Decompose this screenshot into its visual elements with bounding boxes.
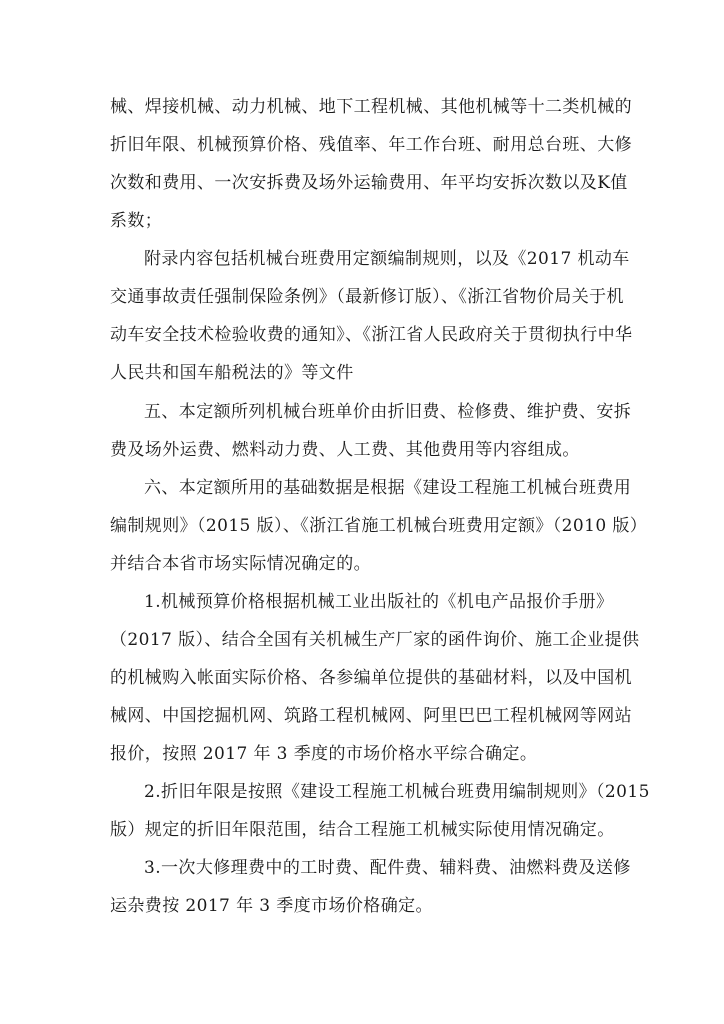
text-line: 人民共和国车船税法的》等文件 — [110, 363, 354, 383]
text-line: 费及场外运费、燃料动力费、人工费、其他费用等内容组成。 — [110, 440, 580, 460]
text-line: 运杂费按 2017 年 3 季度市场价格确定。 — [110, 896, 433, 916]
paragraph-first-line: 3.一次大修理费中的工时费、配件费、辅料费、油燃料费及送修 — [144, 858, 631, 878]
text-line: 报价，按照 2017 年 3 季度的市场价格水平综合确定。 — [110, 744, 538, 764]
paragraph-first-line: 六、本定额所用的基础数据是根据《建设工程施工机械台班费用 — [144, 478, 632, 498]
text-line: 版）规定的折旧年限范围，结合工程施工机械实际使用情况确定。 — [110, 820, 615, 840]
text-line: 系数； — [110, 211, 163, 231]
text-line: 的机械购入帐面实际价格、各参编单位提供的基础材料，以及中国机 — [110, 668, 632, 688]
paragraph-first-line: 1.机械预算价格根据机械工业出版社的《机电产品报价手册》 — [144, 592, 614, 612]
text-line: 次数和费用、一次安拆费及场外运输费用、年平均安拆次数以及K值 — [110, 173, 628, 193]
text-line: 械、焊接机械、动力机械、地下工程机械、其他机械等十二类机械的 — [110, 97, 632, 117]
text-line: 交通事故责任强制保险条例》（最新修订版）、《浙江省物价局关于机 — [110, 287, 624, 307]
text-line: 编制规则》（2015 版）、《浙江省施工机械台班费用定额》（2010 版） — [110, 516, 648, 536]
text-line: 并结合本省市场实际情况确定的。 — [110, 554, 371, 574]
text-line: 动车安全技术检验收费的通知》、《浙江省人民政府关于贯彻执行中华 — [110, 325, 633, 345]
text-line: （2017 版）、结合全国有关机械生产厂家的函件询价、施工企业提供 — [110, 630, 640, 650]
paragraph-first-line: 附录内容包括机械台班费用定额编制规则，以及《2017 机动车 — [144, 249, 630, 269]
text-line: 械网、中国挖掘机网、筑路工程机械网、阿里巴巴工程机械网等网站 — [110, 706, 632, 726]
paragraph-first-line: 2.折旧年限是按照《建设工程施工机械台班费用编制规则》（2015 — [144, 782, 650, 802]
text-line: 折旧年限、机械预算价格、残值率、年工作台班、耐用总台班、大修 — [110, 135, 632, 155]
paragraph-first-line: 五、本定额所列机械台班单价由折旧费、检修费、维护费、安拆 — [144, 402, 632, 422]
